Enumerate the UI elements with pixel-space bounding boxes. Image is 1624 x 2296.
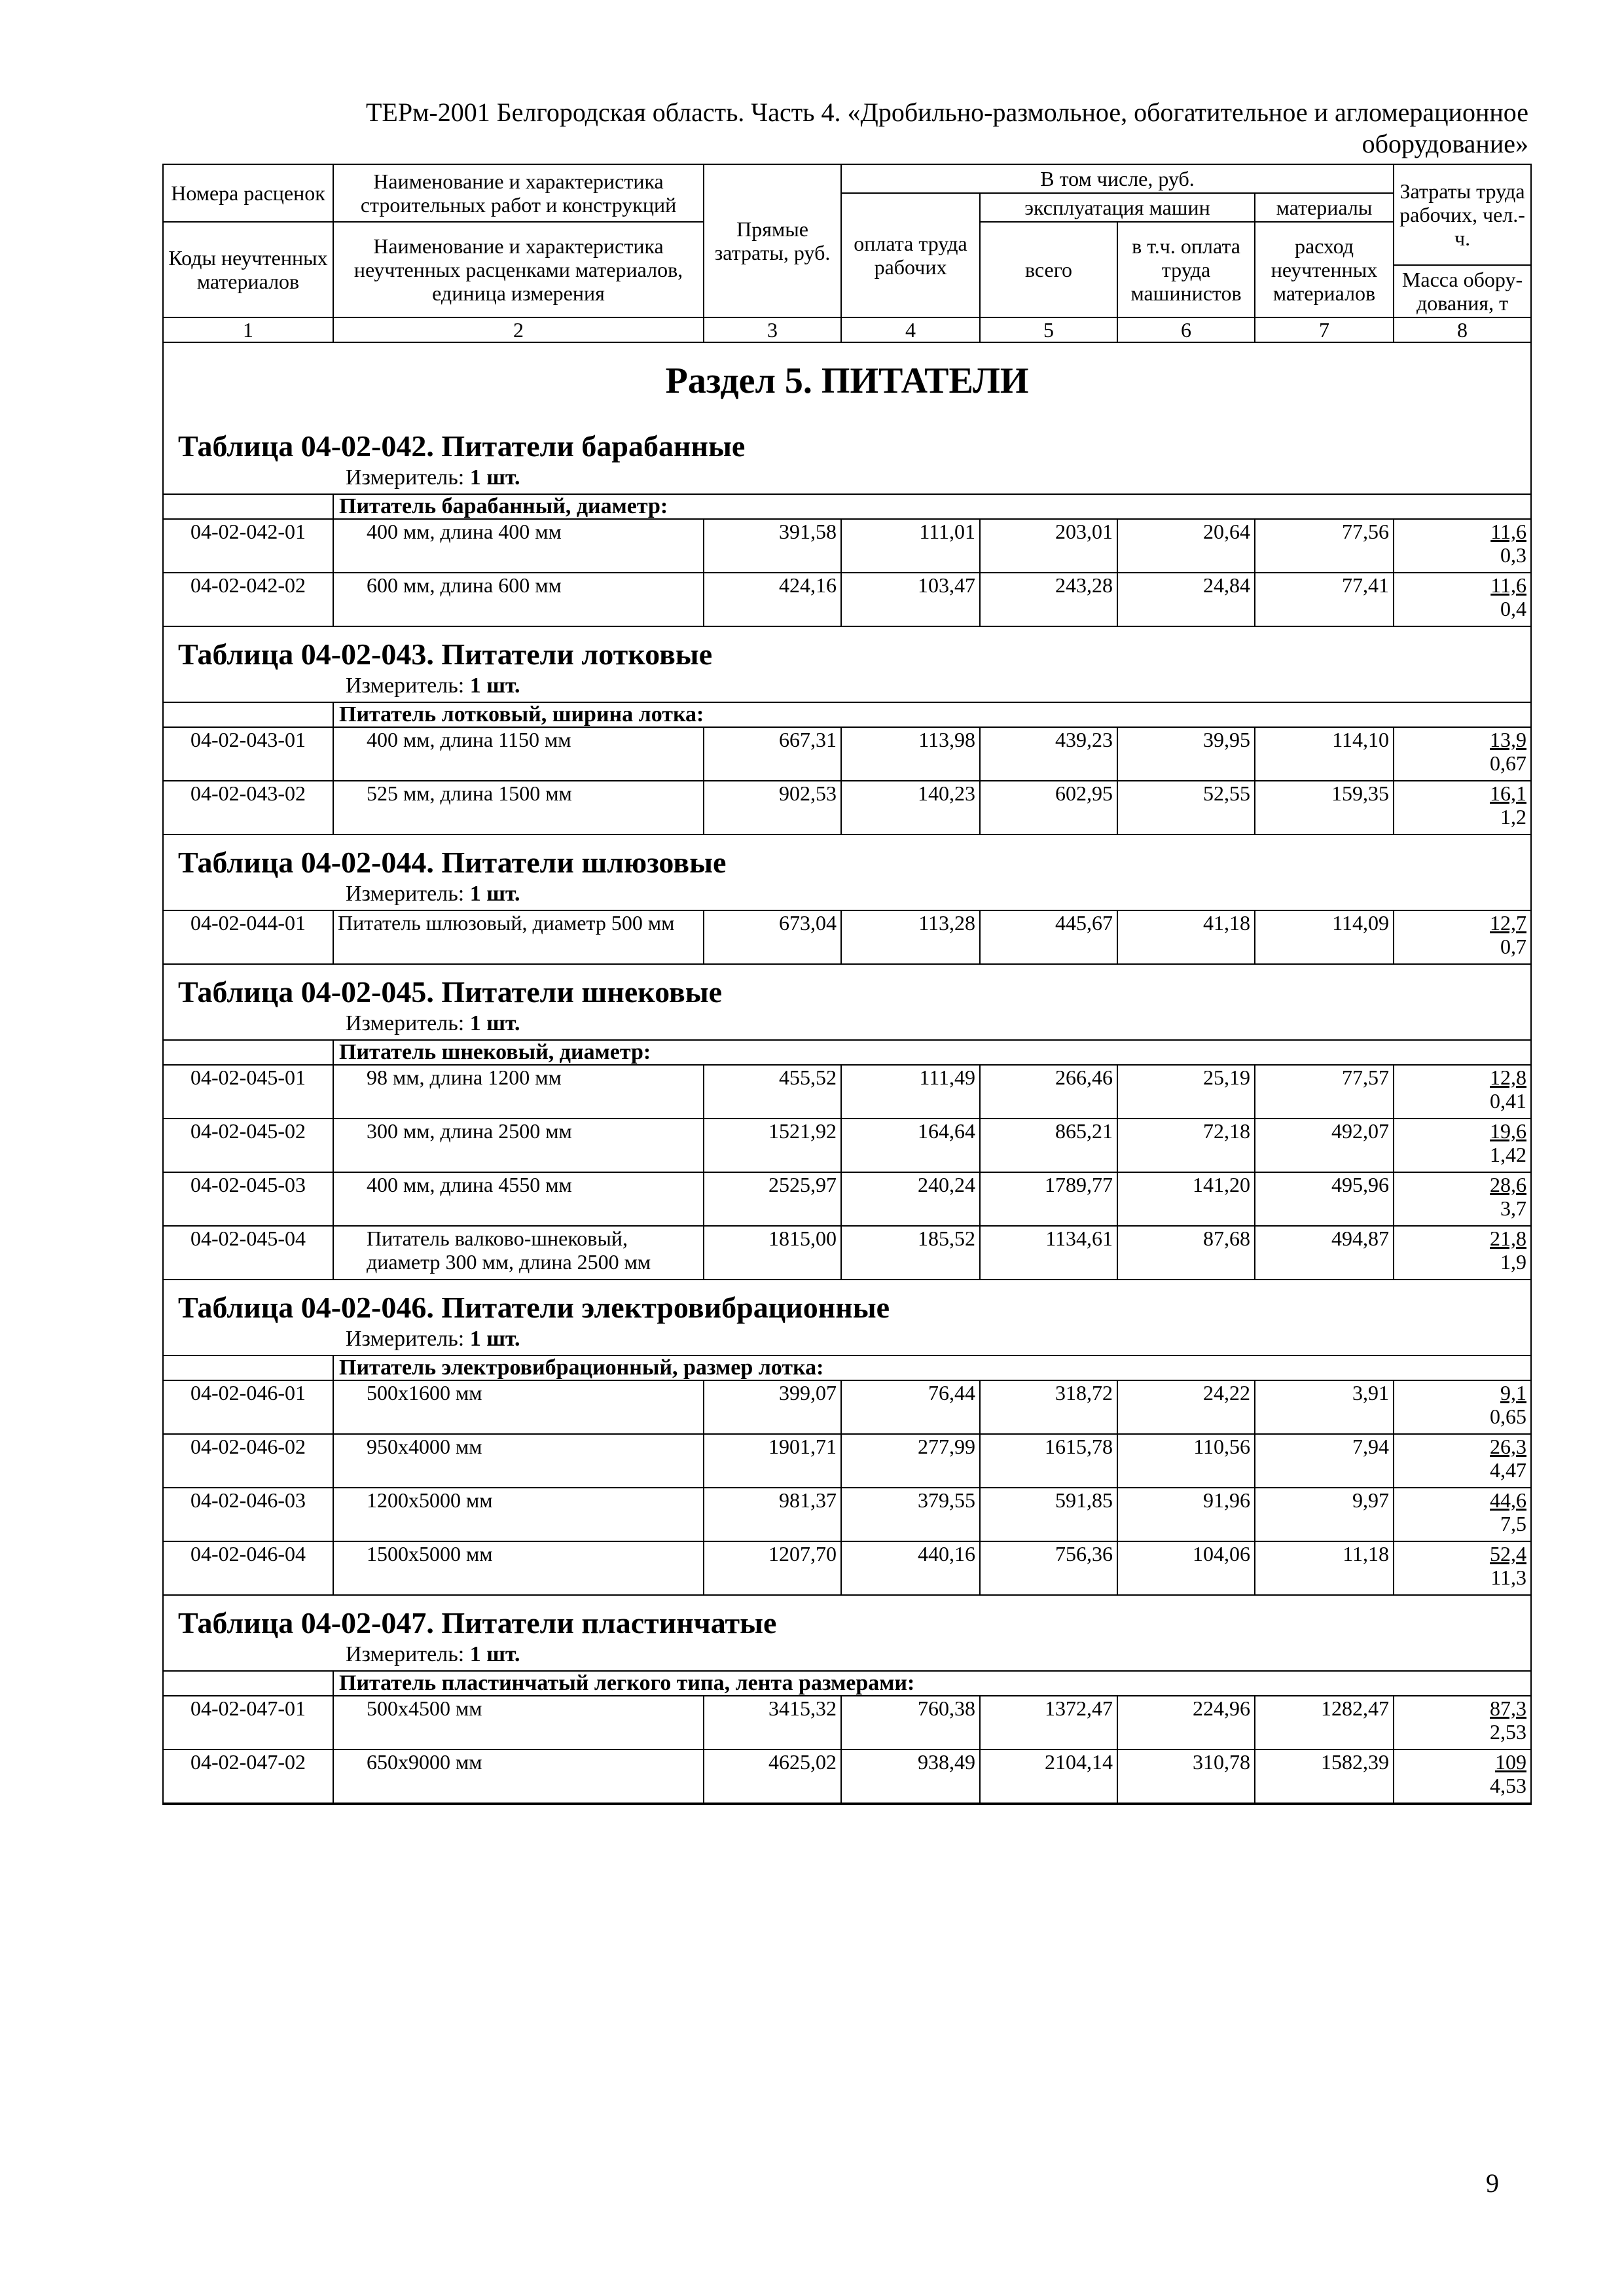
worker-wage: 379,55 — [841, 1488, 980, 1541]
direct-costs: 391,58 — [704, 519, 841, 573]
labor-hours: 11,6 — [1490, 520, 1527, 543]
table-row — [163, 1749, 1531, 1803]
measure-label: Измеритель: — [346, 882, 465, 906]
labor-and-mass — [1394, 727, 1531, 781]
work-name: 650х9000 мм — [333, 1749, 704, 1803]
work-name: 600 мм, длина 600 мм — [333, 573, 704, 626]
labor-and-mass — [1394, 1172, 1531, 1226]
operator-wage: 39,95 — [1117, 727, 1255, 781]
measure-label: Измеритель: — [346, 1011, 465, 1035]
rate-code: 04-02-043-01 — [163, 727, 333, 781]
direct-costs: 1521,92 — [704, 1119, 841, 1172]
worker-wage: 111,01 — [841, 519, 980, 573]
direct-costs: 4625,02 — [704, 1749, 841, 1803]
col-num-6: 6 — [1117, 317, 1255, 342]
operator-wage: 24,22 — [1117, 1380, 1255, 1434]
materials-cost: 3,91 — [1255, 1380, 1394, 1434]
table-row — [163, 781, 1531, 834]
group-name: Питатель пластинчатый легкого типа, лента размерами: — [333, 1671, 1531, 1696]
head-rate-numbers: Номера расценок — [163, 164, 333, 222]
measure-value: 1 шт. — [469, 882, 520, 906]
operator-wage: 310,78 — [1117, 1749, 1255, 1803]
group-name: Питатель барабанный, диаметр: — [333, 494, 1531, 519]
materials-cost: 1582,39 — [1255, 1749, 1394, 1803]
work-name: 1500х5000 мм — [333, 1541, 704, 1595]
table-row — [163, 1434, 1531, 1488]
work-name: 400 мм, длина 400 мм — [333, 519, 704, 573]
work-name: Питатель шлюзовый, диаметр 500 мм — [333, 910, 704, 964]
operator-wage: 20,64 — [1117, 519, 1255, 573]
head-labor-costs: Затраты труда рабочих, чел.-ч. — [1394, 164, 1531, 265]
table-row — [163, 519, 1531, 573]
rate-code: 04-02-046-02 — [163, 1434, 333, 1488]
equipment-mass: 0,4 — [1500, 597, 1527, 620]
price-table — [162, 164, 1532, 1805]
direct-costs: 1901,71 — [704, 1434, 841, 1488]
worker-wage: 164,64 — [841, 1119, 980, 1172]
machine-total: 1134,61 — [980, 1226, 1117, 1280]
work-name: 300 мм, длина 2500 мм — [333, 1119, 704, 1172]
col-num-5: 5 — [980, 317, 1117, 342]
materials-cost: 77,56 — [1255, 519, 1394, 573]
table-bottom-border — [163, 1803, 1531, 1804]
rate-code: 04-02-045-01 — [163, 1065, 333, 1119]
materials-cost: 495,96 — [1255, 1172, 1394, 1226]
table-row — [163, 1065, 1531, 1119]
rate-code: 04-02-045-03 — [163, 1172, 333, 1226]
price-tables — [163, 419, 1531, 1804]
table-title: Таблица 04-02-046. Питатели электровибрационные — [163, 1280, 1531, 1327]
table-row — [163, 910, 1531, 964]
equipment-mass: 0,65 — [1490, 1405, 1527, 1428]
labor-and-mass — [1394, 1488, 1531, 1541]
measure-line — [163, 466, 1531, 494]
head-material-name: Наименование и характеристика неучтенных расценками материалов, единица измерения — [333, 222, 704, 317]
equipment-mass: 4,47 — [1490, 1458, 1527, 1482]
measure-line — [163, 882, 1531, 910]
labor-hours: 26,3 — [1490, 1435, 1527, 1458]
labor-and-mass — [1394, 1749, 1531, 1803]
equipment-mass: 4,53 — [1490, 1774, 1527, 1797]
equipment-mass: 1,9 — [1500, 1250, 1527, 1274]
machine-total: 865,21 — [980, 1119, 1117, 1172]
direct-costs: 424,16 — [704, 573, 841, 626]
direct-costs: 399,07 — [704, 1380, 841, 1434]
direct-costs: 3415,32 — [704, 1696, 841, 1749]
machine-total: 2104,14 — [980, 1749, 1117, 1803]
work-name: 400 мм, длина 1150 мм — [333, 727, 704, 781]
machine-total: 318,72 — [980, 1380, 1117, 1434]
machine-total: 243,28 — [980, 573, 1117, 626]
equipment-mass: 1,2 — [1500, 805, 1527, 829]
labor-hours: 16,1 — [1490, 781, 1527, 805]
measure-line — [163, 1643, 1531, 1671]
labor-and-mass — [1394, 1434, 1531, 1488]
measure-value: 1 шт. — [469, 1327, 520, 1351]
equipment-mass: 11,3 — [1490, 1566, 1527, 1589]
worker-wage: 111,49 — [841, 1065, 980, 1119]
col-num-8: 8 — [1394, 317, 1531, 342]
labor-hours: 52,4 — [1490, 1542, 1527, 1566]
work-name: 1200х5000 мм — [333, 1488, 704, 1541]
measure-value: 1 шт. — [469, 673, 520, 698]
labor-and-mass — [1394, 519, 1531, 573]
equipment-mass: 0,3 — [1500, 543, 1527, 567]
group-code-cell — [163, 494, 333, 519]
table-row — [163, 1380, 1531, 1434]
labor-and-mass — [1394, 1226, 1531, 1280]
labor-and-mass — [1394, 910, 1531, 964]
col-num-3: 3 — [704, 317, 841, 342]
labor-hours: 13,9 — [1490, 728, 1527, 751]
machine-total: 445,67 — [980, 910, 1117, 964]
group-code-cell — [163, 1040, 333, 1065]
head-material-consumption: расход неучтенных материалов — [1255, 222, 1394, 317]
materials-cost: 159,35 — [1255, 781, 1394, 834]
operator-wage: 224,96 — [1117, 1696, 1255, 1749]
rate-code: 04-02-045-02 — [163, 1119, 333, 1172]
materials-cost: 77,41 — [1255, 573, 1394, 626]
head-direct-costs: Прямые затраты, руб. — [704, 164, 841, 317]
measure-line — [163, 1012, 1531, 1040]
operator-wage: 91,96 — [1117, 1488, 1255, 1541]
worker-wage: 76,44 — [841, 1380, 980, 1434]
table-row — [163, 1696, 1531, 1749]
machine-total: 266,46 — [980, 1065, 1117, 1119]
measure-label: Измеритель: — [346, 1327, 465, 1351]
labor-and-mass — [1394, 573, 1531, 626]
worker-wage: 103,47 — [841, 573, 980, 626]
work-name: 400 мм, длина 4550 мм — [333, 1172, 704, 1226]
machine-total: 203,01 — [980, 519, 1117, 573]
rate-code: 04-02-046-01 — [163, 1380, 333, 1434]
materials-cost: 114,09 — [1255, 910, 1394, 964]
work-name: 500х4500 мм — [333, 1696, 704, 1749]
table-row — [163, 1226, 1531, 1280]
group-name: Питатель электровибрационный, размер лотка: — [333, 1355, 1531, 1380]
labor-hours: 21,8 — [1490, 1227, 1527, 1250]
equipment-mass: 1,42 — [1490, 1143, 1527, 1166]
col-num-1: 1 — [163, 317, 333, 342]
head-equipment-mass: Масса обору-дования, т — [1394, 265, 1531, 317]
worker-wage: 185,52 — [841, 1226, 980, 1280]
direct-costs: 902,53 — [704, 781, 841, 834]
measure-label: Измеритель: — [346, 465, 465, 490]
labor-hours: 11,6 — [1490, 573, 1527, 597]
work-name: 950х4000 мм — [333, 1434, 704, 1488]
head-machine-total: всего — [980, 222, 1117, 317]
section-heading — [163, 342, 1531, 419]
materials-cost: 9,97 — [1255, 1488, 1394, 1541]
direct-costs: 981,37 — [704, 1488, 841, 1541]
rate-code: 04-02-044-01 — [163, 910, 333, 964]
operator-wage: 52,55 — [1117, 781, 1255, 834]
group-code-cell — [163, 702, 333, 727]
operator-wage: 24,84 — [1117, 573, 1255, 626]
labor-and-mass — [1394, 1065, 1531, 1119]
section-title: Раздел 5. ПИТАТЕЛИ — [163, 342, 1531, 419]
labor-hours: 44,6 — [1490, 1488, 1527, 1512]
head-including: В том числе, руб. — [841, 164, 1394, 193]
worker-wage: 113,28 — [841, 910, 980, 964]
price-table-frame — [162, 164, 1530, 2138]
header-line-2: оборудование» — [1362, 129, 1528, 158]
materials-cost: 492,07 — [1255, 1119, 1394, 1172]
materials-cost: 114,10 — [1255, 727, 1394, 781]
table-title: Таблица 04-02-047. Питатели пластинчатые — [163, 1595, 1531, 1643]
table-title: Таблица 04-02-043. Питатели лотковые — [163, 626, 1531, 674]
labor-hours: 9,1 — [1500, 1381, 1527, 1405]
measure-label: Измеритель: — [346, 1642, 465, 1666]
table-row — [163, 1119, 1531, 1172]
head-operator-wage: в т.ч. оплата труда машинистов — [1117, 222, 1255, 317]
work-name: Питатель валково-шнековый, диаметр 300 мм, длина 2500 мм — [333, 1226, 704, 1280]
measure-value: 1 шт. — [469, 465, 520, 490]
head-work-name: Наименование и характеристика строительных работ и конструкций — [333, 164, 704, 222]
rate-code: 04-02-045-04 — [163, 1226, 333, 1280]
worker-wage: 760,38 — [841, 1696, 980, 1749]
labor-and-mass — [1394, 1696, 1531, 1749]
head-worker-wage: оплата труда рабочих — [841, 193, 980, 317]
operator-wage: 104,06 — [1117, 1541, 1255, 1595]
machine-total: 602,95 — [980, 781, 1117, 834]
direct-costs: 1207,70 — [704, 1541, 841, 1595]
measure-value: 1 шт. — [469, 1011, 520, 1035]
operator-wage: 72,18 — [1117, 1119, 1255, 1172]
table-row — [163, 727, 1531, 781]
equipment-mass: 7,5 — [1500, 1512, 1527, 1535]
table-title: Таблица 04-02-045. Питатели шнековые — [163, 964, 1531, 1012]
worker-wage: 277,99 — [841, 1434, 980, 1488]
labor-hours: 28,6 — [1490, 1173, 1527, 1196]
materials-cost: 1282,47 — [1255, 1696, 1394, 1749]
labor-hours: 12,8 — [1490, 1066, 1527, 1089]
work-name: 525 мм, длина 1500 мм — [333, 781, 704, 834]
head-machine-operation: эксплуатация машин — [980, 193, 1255, 222]
measure-label: Измеритель: — [346, 673, 465, 698]
rate-code: 04-02-047-01 — [163, 1696, 333, 1749]
materials-cost: 494,87 — [1255, 1226, 1394, 1280]
rate-code: 04-02-043-02 — [163, 781, 333, 834]
work-name: 500х1600 мм — [333, 1380, 704, 1434]
labor-hours: 19,6 — [1490, 1119, 1527, 1143]
labor-hours: 109 — [1495, 1750, 1527, 1774]
group-code-cell — [163, 1671, 333, 1696]
materials-cost: 77,57 — [1255, 1065, 1394, 1119]
table-header — [163, 164, 1531, 342]
worker-wage: 240,24 — [841, 1172, 980, 1226]
operator-wage: 141,20 — [1117, 1172, 1255, 1226]
labor-and-mass — [1394, 1380, 1531, 1434]
rate-code: 04-02-046-03 — [163, 1488, 333, 1541]
col-num-7: 7 — [1255, 317, 1394, 342]
page-number: 9 — [1486, 2168, 1499, 2198]
table-row — [163, 1488, 1531, 1541]
rate-code: 04-02-047-02 — [163, 1749, 333, 1803]
group-name: Питатель лотковый, ширина лотка: — [333, 702, 1531, 727]
direct-costs: 455,52 — [704, 1065, 841, 1119]
machine-total: 1372,47 — [980, 1696, 1117, 1749]
table-row — [163, 1541, 1531, 1595]
equipment-mass: 0,7 — [1500, 935, 1527, 958]
worker-wage: 440,16 — [841, 1541, 980, 1595]
equipment-mass: 0,67 — [1490, 751, 1527, 775]
rate-code: 04-02-042-01 — [163, 519, 333, 573]
rate-code: 04-02-042-02 — [163, 573, 333, 626]
direct-costs: 667,31 — [704, 727, 841, 781]
measure-value: 1 шт. — [469, 1642, 520, 1666]
machine-total: 439,23 — [980, 727, 1117, 781]
labor-hours: 87,3 — [1490, 1696, 1527, 1720]
col-num-4: 4 — [841, 317, 980, 342]
machine-total: 1789,77 — [980, 1172, 1117, 1226]
materials-cost: 7,94 — [1255, 1434, 1394, 1488]
machine-total: 591,85 — [980, 1488, 1117, 1541]
work-name: 98 мм, длина 1200 мм — [333, 1065, 704, 1119]
group-name: Питатель шнековый, диаметр: — [333, 1040, 1531, 1065]
operator-wage: 25,19 — [1117, 1065, 1255, 1119]
measure-line — [163, 674, 1531, 702]
operator-wage: 41,18 — [1117, 910, 1255, 964]
head-material-codes: Коды неучтенных материалов — [163, 222, 333, 317]
direct-costs: 1815,00 — [704, 1226, 841, 1280]
equipment-mass: 3,7 — [1500, 1196, 1527, 1220]
header-line-1: ТЕРм-2001 Белгородская область. Часть 4. «Дробильно-размольное, обогатительное и агломерационное — [365, 98, 1528, 127]
labor-and-mass — [1394, 1119, 1531, 1172]
operator-wage: 110,56 — [1117, 1434, 1255, 1488]
worker-wage: 140,23 — [841, 781, 980, 834]
worker-wage: 113,98 — [841, 727, 980, 781]
labor-hours: 12,7 — [1490, 911, 1527, 935]
equipment-mass: 2,53 — [1490, 1720, 1527, 1744]
worker-wage: 938,49 — [841, 1749, 980, 1803]
labor-and-mass — [1394, 1541, 1531, 1595]
operator-wage: 87,68 — [1117, 1226, 1255, 1280]
group-code-cell — [163, 1355, 333, 1380]
machine-total: 1615,78 — [980, 1434, 1117, 1488]
equipment-mass: 0,41 — [1490, 1089, 1527, 1113]
col-num-2: 2 — [333, 317, 704, 342]
measure-line — [163, 1327, 1531, 1355]
table-row — [163, 573, 1531, 626]
direct-costs: 673,04 — [704, 910, 841, 964]
rate-code: 04-02-046-04 — [163, 1541, 333, 1595]
materials-cost: 11,18 — [1255, 1541, 1394, 1595]
table-row — [163, 1172, 1531, 1226]
table-title: Таблица 04-02-044. Питатели шлюзовые — [163, 834, 1531, 882]
table-title: Таблица 04-02-042. Питатели барабанные — [163, 419, 1531, 466]
head-materials: материалы — [1255, 193, 1394, 222]
direct-costs: 2525,97 — [704, 1172, 841, 1226]
labor-and-mass — [1394, 781, 1531, 834]
machine-total: 756,36 — [980, 1541, 1117, 1595]
